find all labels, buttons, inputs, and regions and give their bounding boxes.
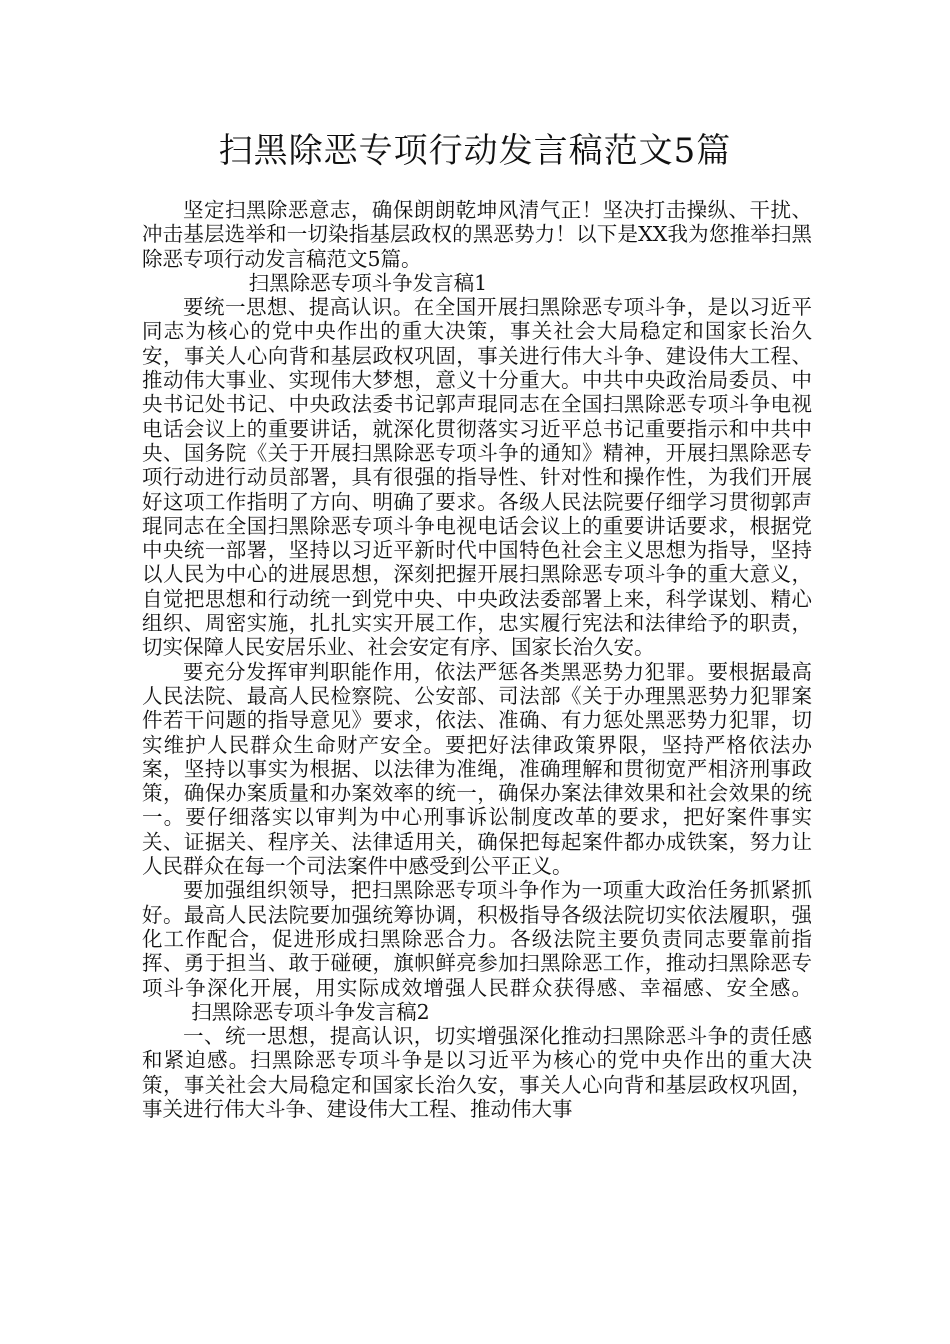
document-title: 扫黑除恶专项行动发言稿范文5篇	[218, 131, 732, 171]
document-body	[142, 198, 812, 1121]
body-paragraph-2: 要充分发挥审判职能作用，依法严惩各类黑恶势力犯罪。要根据最高人民法院、最高人民检察院、公安部、司法部《关于办理黑恶势力犯罪案件若干问题的指导意见》要求，依法、准确、有力惩处黑恶势力犯罪，切实维护人民群众生命财产安全。要把好法律政策界限，坚持严格依法办案，坚持以事实为根据、以法律为准绳，准确理解和贯彻宽严相济刑事政策，确保办案质量和办案效率的统一，确保办案法律效果和社会效果的统一。要仔细落实以审判为中心刑事诉讼制度改革的要求，把好案件事实关、证据关、程序关、法律适用关，确保把每起案件都办成铁案，努力让人民群众在每一个司法案件中感受到公平正义。	[142, 659, 812, 879]
body-paragraph-3	[142, 878, 812, 1024]
body-paragraph-3-text: 要加强组织领导，把扫黑除恶专项斗争作为一项重大政治任务抓紧抓好。最高人民法院要加强统筹协调，积极指导各级法院切实依法履职，强化工作配合，促进形成扫黑除恶合力。各级法院主要负责同志要靠前指挥、勇于担当、敢于碰硬，旗帜鲜亮参加扫黑除恶工作，推动扫黑除恶专项斗争深化开展，用实际成效增强人民群众获得感、幸福感、安全感。	[142, 878, 812, 1000]
body-paragraph-1: 要统一思想、提高认识。在全国开展扫黑除恶专项斗争，是以习近平同志为核心的党中央作出的重大决策，事关社会大局稳定和国家长治久安，事关人心向背和基层政权巩固，事关进行伟大斗争、建设伟大工程、推动伟大事业、实现伟大梦想，意义十分重大。中共中央政治局委员、中央书记处书记、中央政法委书记郭声琨同志在全国扫黑除恶专项斗争电视电话会议上的重要讲话，就深化贯彻落实习近平总书记重要指示和中共中央、国务院《关于开展扫黑除恶专项斗争的通知》精神，开展扫黑除恶专项行动进行动员部署，具有很强的指导性、针对性和操作性，为我们开展好这项工作指明了方向、明确了要求。各级人民法院要仔细学习贯彻郭声琨同志在全国扫黑除恶专项斗争电视电话会议上的重要讲话要求，根据党中央统一部署，坚持以习近平新时代中国特色社会主义思想为指导，坚持以人民为中心的进展思想，深刻把握开展扫黑除恶专项斗争的重大意义，自觉把思想和行动统一到党中央、中央政法委部署上来，科学谋划、精心组织、周密实施，扎扎实实开展工作，忠实履行宪法和法律给予的职责，切实保障人民安居乐业、社会安定有序、国家长治久安。	[142, 295, 812, 660]
body-paragraph-4: 一、统一思想，提高认识，切实增强深化推动扫黑除恶斗争的责任感和紧迫感。扫黑除恶专项斗争是以习近平为核心的党中央作出的重大决策，事关社会大局稳定和国家长治久安，事关人心向背和基层政权巩固，事关进行伟大斗争、建设伟大工程、推动伟大事	[142, 1024, 812, 1121]
intro-paragraph: 坚定扫黑除恶意志，确保朗朗乾坤风清气正！坚决打击操纵、干扰、冲击基层选举和一切染指基层政权的黑恶势力！以下是XX我为您推举扫黑除恶专项行动发言稿范文5篇。	[142, 198, 812, 271]
section-heading-1: 扫黑除恶专项斗争发言稿1	[248, 270, 488, 295]
section-heading-2: 扫黑除恶专项斗争发言稿2	[191, 999, 430, 1024]
